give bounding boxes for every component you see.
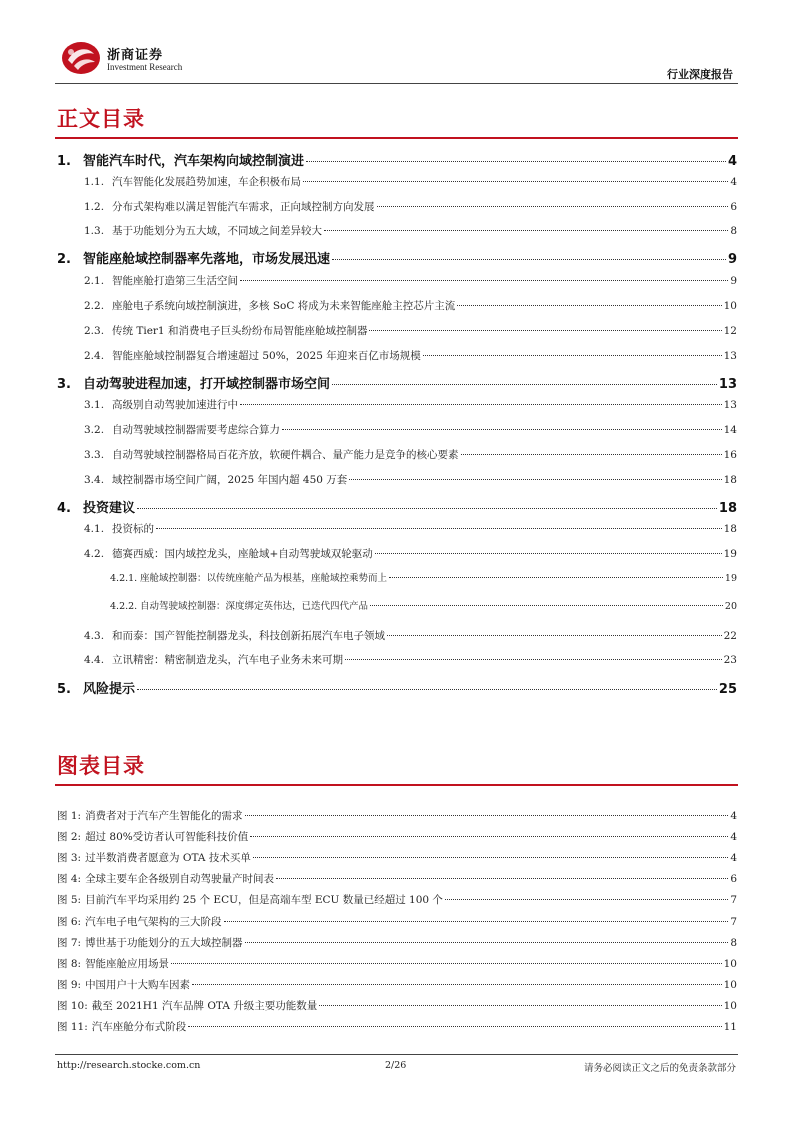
toc-entry-label: 分布式架构难以满足智能汽车需求，正向域控制方向发展 <box>112 201 375 213</box>
dot-leader <box>369 330 721 331</box>
figure-entry[interactable] <box>57 829 737 844</box>
dot-leader <box>377 206 729 207</box>
toc-entry-page: 9 <box>730 275 737 287</box>
dot-leader <box>240 404 722 405</box>
figure-entry-number: 图 7: <box>57 936 82 949</box>
brand-name-en: Investment Research <box>107 62 183 72</box>
figure-entry-page: 10 <box>723 978 737 991</box>
dot-leader <box>387 635 722 636</box>
dot-leader <box>423 355 722 356</box>
toc-entry-page: 18 <box>723 523 737 535</box>
toc-entry-label: 自动驾驶域控制器：深度绑定英伟达，已迭代四代产品 <box>140 601 369 612</box>
toc-entry-label: 智能座舱域控制器率先落地，市场发展迅速 <box>83 252 331 267</box>
dot-leader <box>349 479 721 480</box>
toc-entry-page: 19 <box>724 573 737 584</box>
toc-entry-number: 4.3. <box>84 630 105 642</box>
figure-entry[interactable] <box>57 956 737 971</box>
brand-logo-icon <box>60 38 102 76</box>
page-header <box>0 0 793 84</box>
toc-entry-number: 2.2. <box>84 300 105 312</box>
figure-entry-page: 8 <box>730 936 737 949</box>
header-divider <box>55 83 738 84</box>
toc-entry[interactable] <box>84 546 737 561</box>
dot-leader <box>324 230 728 231</box>
footer-url[interactable]: http://research.stocke.com.cn <box>57 1060 201 1071</box>
toc-entry-page: 20 <box>724 601 737 612</box>
figure-entry-page: 4 <box>730 852 737 865</box>
toc-entry[interactable] <box>84 298 737 313</box>
toc-entry-page: 14 <box>723 424 737 436</box>
toc-entry[interactable] <box>84 174 737 189</box>
figure-entry-label: 过半数消费者愿意为 OTA 技术买单 <box>85 852 251 865</box>
dot-leader <box>282 429 722 430</box>
toc-entry[interactable] <box>57 497 737 516</box>
figure-entry-page: 10 <box>723 957 737 970</box>
toc-entry-number: 2. <box>57 252 71 267</box>
figure-entry-label: 智能座舱应用场景 <box>85 957 170 970</box>
toc-entry-label: 高级别自动驾驶加速进行中 <box>112 399 238 411</box>
figure-entry[interactable] <box>57 850 737 865</box>
figure-entry-label: 目前汽车平均采用约 25 个 ECU，但是高端车型 ECU 数量已经超过 100 个 <box>85 894 443 907</box>
toc-entry-label: 座舱电子系统向域控制演进，多核 SoC 将成为未来智能座舱主控芯片主流 <box>112 300 456 312</box>
toc-entry-page: 22 <box>723 630 737 642</box>
toc-entry[interactable] <box>84 652 737 667</box>
toc-entry-label: 风险提示 <box>83 682 136 697</box>
dot-leader <box>188 1026 721 1027</box>
dot-leader <box>461 454 722 455</box>
toc-entry-number: 4.1. <box>84 523 105 535</box>
figure-entry-label: 中国用户十大购车因素 <box>85 978 191 991</box>
toc-entry[interactable] <box>84 323 737 338</box>
toc-entry-label: 域控制器市场空间广阔，2025 年国内超 450 万套 <box>112 474 348 486</box>
figure-entry-page: 6 <box>730 873 737 886</box>
toc-entry-page: 13 <box>723 399 737 411</box>
toc-entry-number: 3.4. <box>84 474 105 486</box>
dot-leader <box>156 528 722 529</box>
toc-entry-page: 18 <box>718 501 737 516</box>
dot-leader <box>224 921 729 922</box>
toc-entry-number: 5. <box>57 682 71 697</box>
toc-entry-page: 9 <box>727 252 737 267</box>
figure-entry[interactable] <box>57 914 737 929</box>
toc-entry-page: 13 <box>718 377 737 392</box>
toc-entry-label: 传统 Tier1 和消费电子巨头纷纷布局智能座舱域控制器 <box>112 325 368 337</box>
figures-title-divider <box>55 784 738 786</box>
toc-entry[interactable] <box>57 678 737 697</box>
toc-entry[interactable] <box>84 628 737 643</box>
figure-entry-number: 图 4: <box>57 873 82 886</box>
toc-entry[interactable] <box>84 397 737 412</box>
toc-entry-label: 智能座舱打造第三生活空间 <box>112 275 238 287</box>
figure-entry-label: 截至 2021H1 汽车品牌 OTA 升级主要功能数量 <box>91 999 318 1012</box>
toc-entry[interactable] <box>57 150 737 169</box>
dot-leader <box>370 605 723 606</box>
toc-entry-number: 4.4. <box>84 654 105 666</box>
toc-entry[interactable] <box>84 472 737 487</box>
toc-entry-page: 13 <box>723 350 737 362</box>
toc-title: 正文目录 <box>57 107 145 131</box>
toc-entry-page: 6 <box>730 201 737 213</box>
toc-entry-number: 2.1. <box>84 275 105 287</box>
figure-entry-number: 图 5: <box>57 894 82 907</box>
dot-leader <box>332 259 726 260</box>
toc-entry-number: 2.4. <box>84 350 105 362</box>
figure-entry[interactable] <box>57 935 737 950</box>
toc-entry-page: 25 <box>718 682 737 697</box>
figure-entry-page: 4 <box>730 831 737 844</box>
figure-entry-label: 消费者对于汽车产生智能化的需求 <box>85 810 243 822</box>
toc-entry-label: 智能汽车时代，汽车架构向域控制演进 <box>83 154 305 169</box>
footer-divider <box>55 1054 738 1055</box>
toc-entry-number: 1.2. <box>84 201 105 213</box>
toc-entry[interactable] <box>84 223 737 238</box>
dot-leader <box>250 836 728 837</box>
page-number: 2/26 <box>385 1060 407 1071</box>
figures-title: 图表目录 <box>57 754 145 778</box>
toc-entry-page: 4 <box>730 176 737 188</box>
toc-entry-number: 3. <box>57 377 71 392</box>
dot-leader <box>137 508 717 509</box>
figure-entry[interactable] <box>57 871 737 886</box>
figure-entry[interactable] <box>57 808 737 823</box>
dot-leader <box>445 899 728 900</box>
toc-entry-number: 3.2. <box>84 424 105 436</box>
figure-entry-page: 4 <box>730 810 737 822</box>
figure-entry-page: 11 <box>723 1021 737 1033</box>
dot-leader <box>276 878 728 879</box>
toc-entry[interactable] <box>84 348 737 363</box>
toc-entry-label: 和而泰：国产智能控制器龙头，科技创新拓展汽车电子领域 <box>112 630 385 642</box>
toc-entry-label: 自动驾驶域控制器需要考虑综合算力 <box>112 424 280 436</box>
toc-entry-page: 8 <box>730 225 737 237</box>
toc-entry[interactable] <box>84 273 737 288</box>
dot-leader <box>192 984 722 985</box>
toc-entry-label: 智能座舱域控制器复合增速超过 50%，2025 年迎来百亿市场规模 <box>112 350 421 362</box>
dot-leader <box>319 1005 721 1006</box>
toc-entry-label: 自动驾驶域控制器格局百花齐放，软硬件耦合、量产能力是竞争的核心要素 <box>112 449 459 461</box>
toc-entry-number: 4.2.2. <box>110 601 138 612</box>
toc-entry-page: 4 <box>727 154 737 169</box>
toc-entry-label: 座舱域控制器：以传统座舱产品为根基，座舱域控乘势而上 <box>140 573 388 584</box>
toc-entry-label: 投资标的 <box>112 523 154 535</box>
figure-entry-number: 图 10: <box>57 999 88 1012</box>
toc-entry[interactable] <box>84 199 737 214</box>
dot-leader <box>303 181 728 182</box>
dot-leader <box>245 942 729 943</box>
toc-entry-page: 10 <box>723 300 737 312</box>
toc-entry-page: 12 <box>723 325 737 337</box>
figure-entry-label: 全球主要车企各级别自动驾驶量产时间表 <box>85 873 275 886</box>
dot-leader <box>457 305 721 306</box>
figure-entry[interactable] <box>57 998 737 1013</box>
toc-entry-number: 1.1. <box>84 176 105 188</box>
figure-entry-number: 图 2: <box>57 831 82 844</box>
dot-leader <box>375 553 722 554</box>
toc-entry[interactable] <box>84 447 737 462</box>
toc-entry-page: 19 <box>723 548 737 560</box>
toc-entry[interactable] <box>110 598 737 612</box>
toc-entry-number: 3.3. <box>84 449 105 461</box>
figure-entry-page: 7 <box>730 894 737 907</box>
toc-entry-number: 3.1. <box>84 399 105 411</box>
toc-entry-page: 16 <box>723 449 737 461</box>
dot-leader <box>245 815 729 816</box>
dot-leader <box>306 161 726 162</box>
figure-entry-number: 图 8: <box>57 957 82 970</box>
toc-entry[interactable] <box>57 373 737 392</box>
figure-entry-page: 10 <box>723 999 737 1012</box>
figure-entry-label: 汽车座舱分布式阶段 <box>91 1021 187 1033</box>
toc-entry[interactable] <box>57 248 737 267</box>
toc-entry-number: 1.3. <box>84 225 105 237</box>
figure-entry-number: 图 9: <box>57 978 82 991</box>
dot-leader <box>332 384 717 385</box>
dot-leader <box>253 857 728 858</box>
toc-entry-label: 基于功能划分为五大域，不同域之间差异较大 <box>112 225 322 237</box>
figure-entry-label: 汽车电子电气架构的三大阶段 <box>85 915 222 928</box>
toc-entry-number: 4.2. <box>84 548 105 560</box>
brand-name-cn: 浙商证券 <box>107 48 164 63</box>
figure-entry-number: 图 1: <box>57 810 82 822</box>
figure-entry[interactable] <box>57 1019 737 1034</box>
disclaimer-note: 请务必阅读正文之后的免责条款部分 <box>583 1063 736 1074</box>
figure-entry-number: 图 6: <box>57 915 82 928</box>
figure-entry[interactable] <box>57 892 737 907</box>
toc-entry-label: 自动驾驶进程加速，打开域控制器市场空间 <box>83 377 331 392</box>
toc-entry[interactable] <box>84 422 737 437</box>
toc-entry-number: 1. <box>57 154 71 169</box>
dot-leader <box>171 963 722 964</box>
figure-entry[interactable] <box>57 977 737 992</box>
toc-entry-label: 汽车智能化发展趋势加速，车企积极布局 <box>112 176 301 188</box>
toc-entry-number: 4. <box>57 501 71 516</box>
figure-entry-number: 图 11: <box>57 1021 88 1033</box>
figure-entry-label: 博世基于功能划分的五大域控制器 <box>85 936 243 949</box>
toc-entry[interactable] <box>110 570 737 584</box>
toc-entry-label: 投资建议 <box>83 501 136 516</box>
dot-leader <box>345 659 722 660</box>
toc-entry-label: 德赛西威：国内域控龙头，座舱域+自动驾驶域双轮驱动 <box>112 548 373 560</box>
toc-entry-label: 立讯精密：精密制造龙头，汽车电子业务未来可期 <box>112 654 343 666</box>
toc-title-divider <box>55 137 738 139</box>
dot-leader <box>389 577 723 578</box>
figure-entry-label: 超过 80%受访者认可智能科技价值 <box>85 831 249 844</box>
report-type: 行业深度报告 <box>667 68 733 81</box>
dot-leader <box>240 280 728 281</box>
toc-entry-page: 23 <box>723 654 737 666</box>
figure-entry-page: 7 <box>730 915 737 928</box>
toc-entry-page: 18 <box>723 474 737 486</box>
figure-entry-number: 图 3: <box>57 852 82 865</box>
toc-entry[interactable] <box>84 521 737 536</box>
dot-leader <box>137 689 717 690</box>
toc-entry-number: 4.2.1. <box>110 573 138 584</box>
toc-entry-number: 2.3. <box>84 325 105 337</box>
